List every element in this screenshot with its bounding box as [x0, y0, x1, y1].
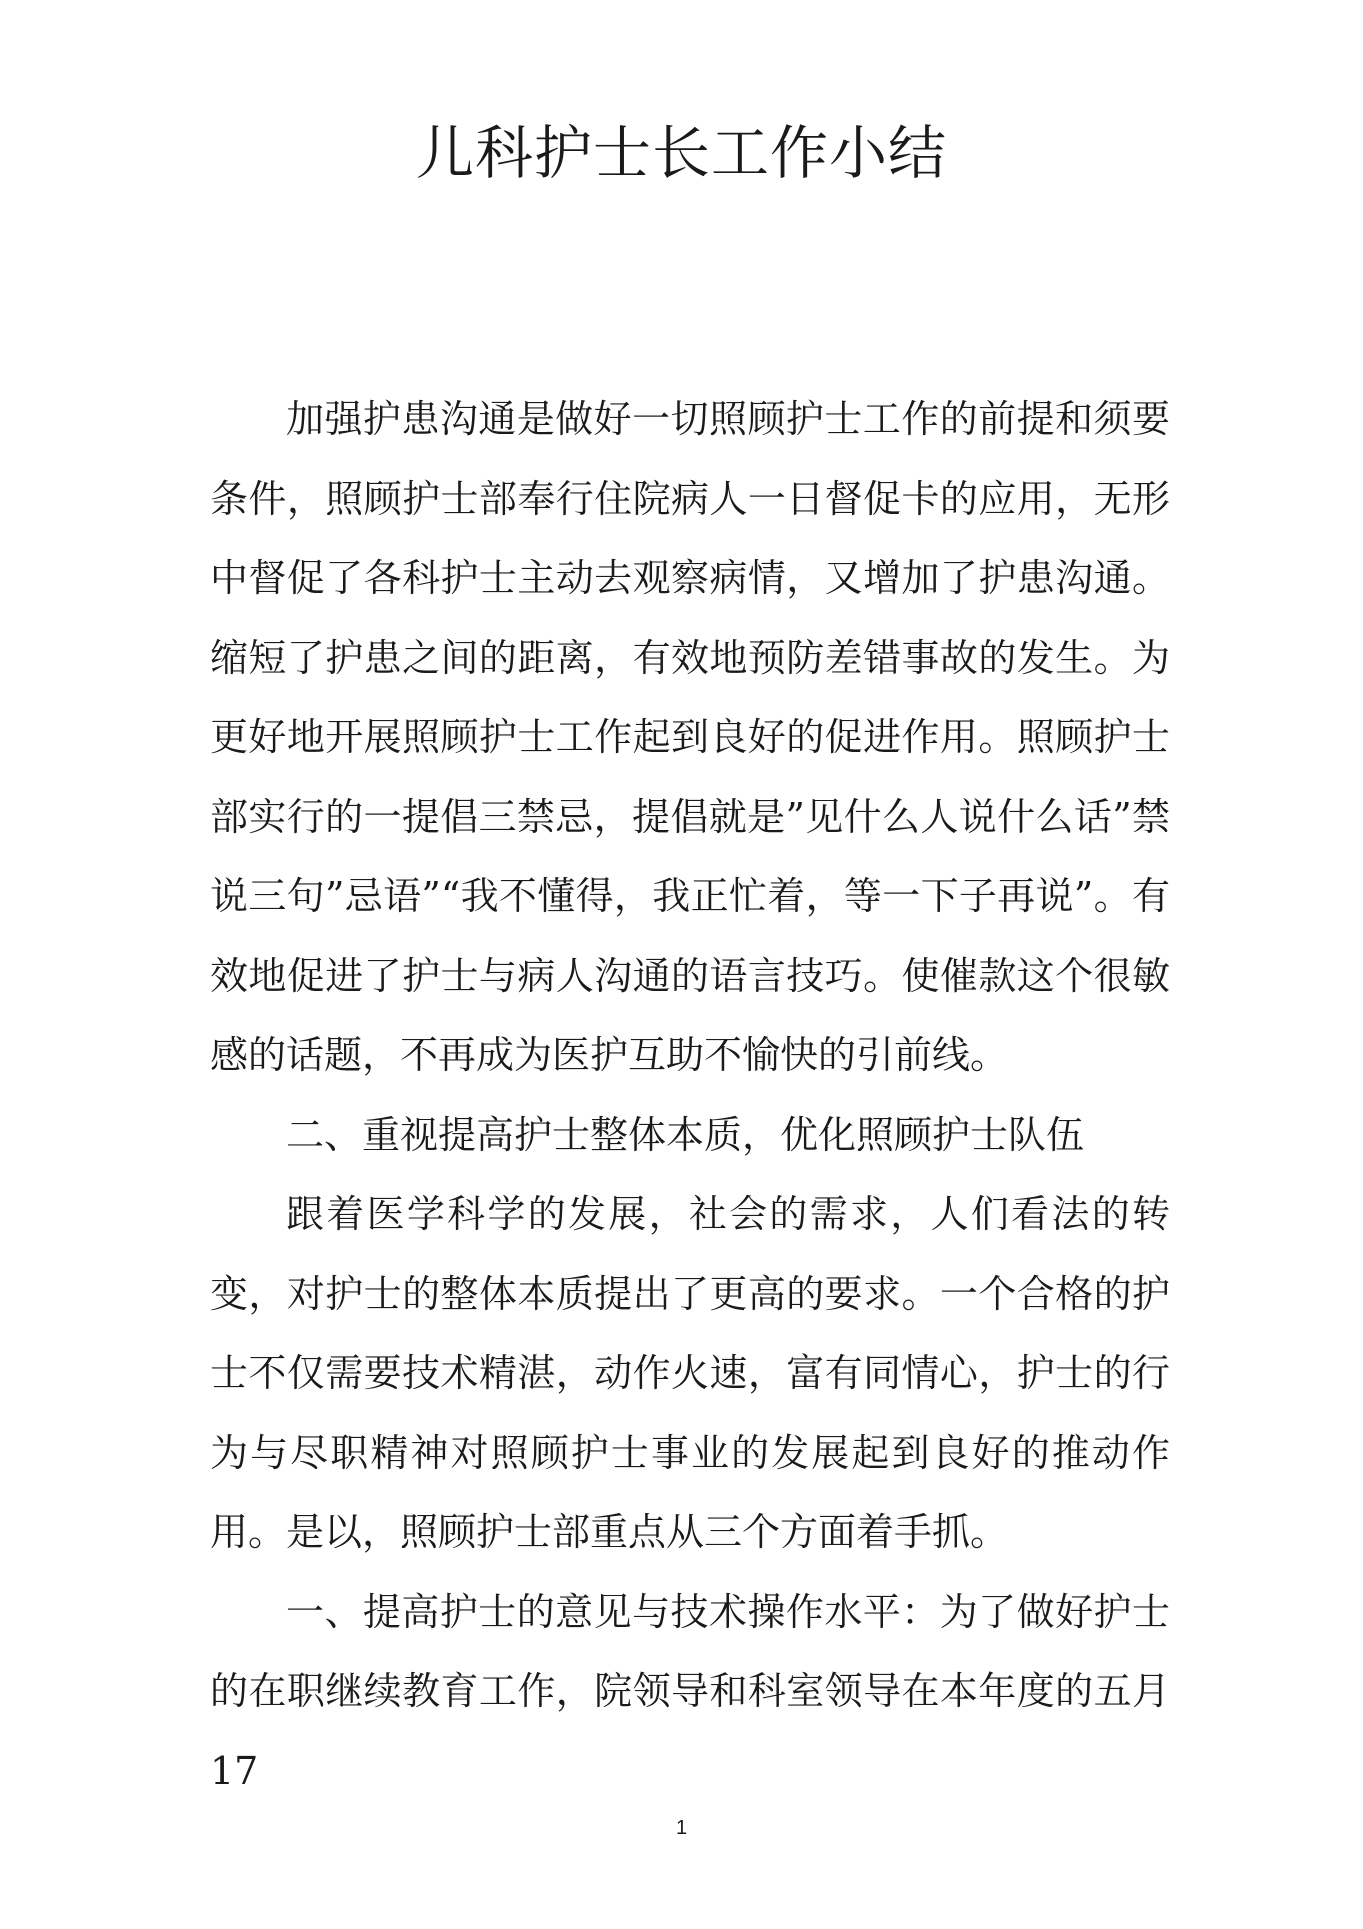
paragraph-training: 一、提高护士的意见与技术操作水平：为了做好护士的在职继续教育工作，院领导和科室领导在本年度的五月 17 [210, 1589, 1170, 1793]
paragraph-communication: 加强护患沟通是做好一切照顾护士工作的前提和须要条件，照顾护士部奉行住院病人一日督促卡的应用，无形中督促了各科护士主动去观察病情，又增加了护患沟通。缩短了护患之间的距离，有效地预防差错事故的发生。为更好地开展照顾护士工作起到良好的促进作用。照顾护士部实行的一提倡三禁忌，提倡就是”见什么人说什么话”禁说三句”忌语”“我不懂得，我正忙着，等一下子再说”。有效地促进了护士与病人沟通的语言技巧。使催款这个很敏感的话题，不再成为医护互助不愉快的引前线。 [210, 397, 1170, 1077]
page-number: 1 [675, 1817, 688, 1839]
document-body [210, 380, 1170, 1811]
section-heading-2: 二、重视提高护士整体本质，优化照顾护士队伍 [286, 1112, 1085, 1157]
document-title: 儿科护士长工作小结 [415, 119, 947, 187]
paragraph-quality: 跟着医学科学的发展，社会的需求，人们看法的转变，对护士的整体本质提出了更高的要求。一个合格的护士不仅需要技术精湛，动作火速，富有同情心，护士的行为与尽职精神对照顾护士事业的发展起到良好的推动作用。是以，照顾护士部重点从三个方面着手抓。 [210, 1192, 1170, 1554]
